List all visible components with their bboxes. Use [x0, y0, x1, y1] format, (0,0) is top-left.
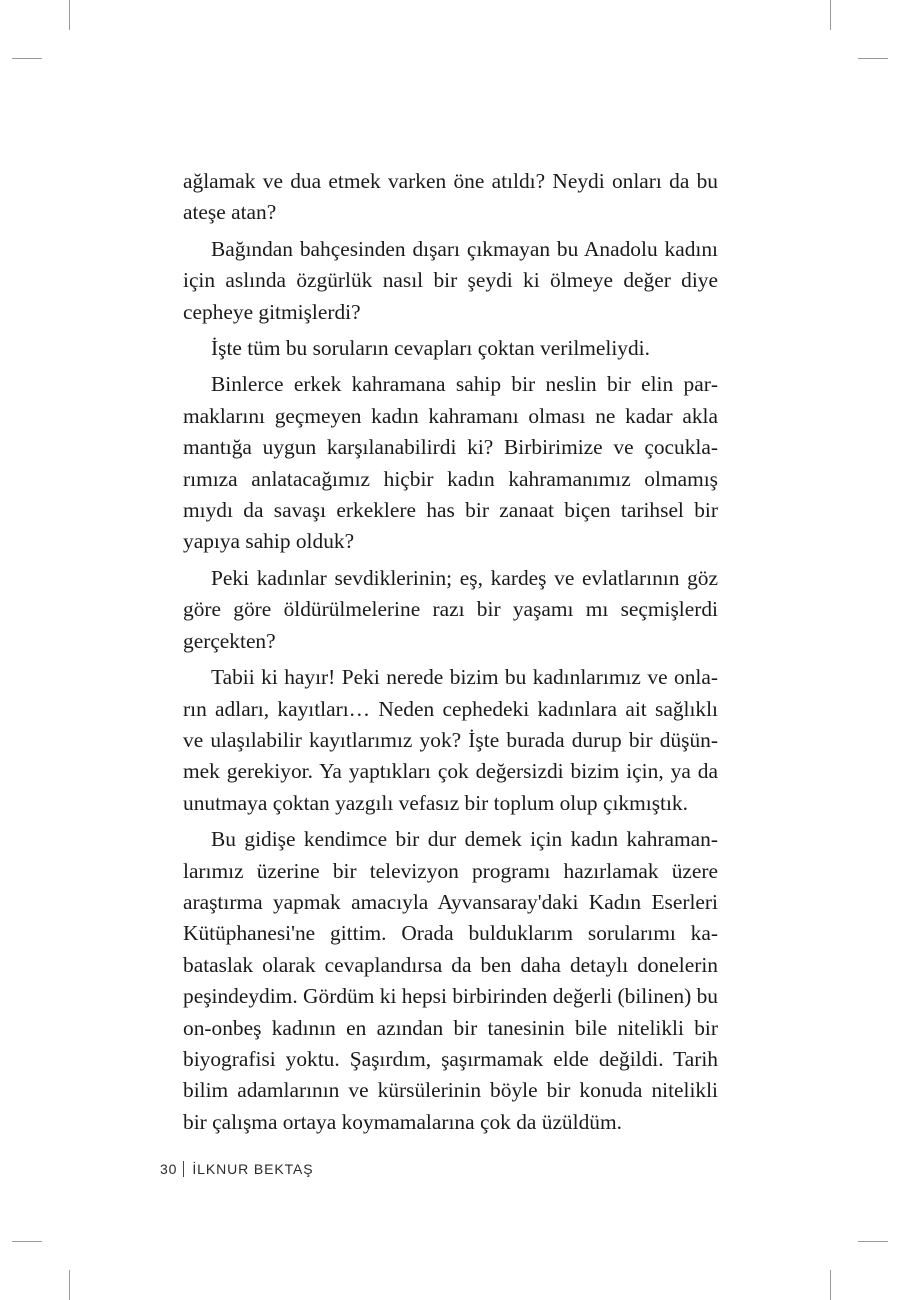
- crop-mark-bottom-left-vertical: [69, 1270, 70, 1300]
- crop-mark-bottom-left-horizontal: [12, 1241, 42, 1242]
- page-footer: [160, 1161, 314, 1177]
- paragraph: Bağından bahçesinden dışarı çıkmayan bu Anadolu kadını için aslında özgürlük nasıl bir şeydi ki ölmeye değer diye cepheye gitmişlerdi?: [183, 236, 718, 324]
- crop-mark-top-right-horizontal: [858, 58, 888, 59]
- page-number: 30: [160, 1161, 178, 1177]
- crop-mark-top-left-vertical: [69, 0, 70, 30]
- running-author: İLKNUR BEKTAŞ: [192, 1161, 314, 1177]
- body-text: [183, 166, 718, 1143]
- crop-mark-top-right-vertical: [830, 0, 831, 30]
- paragraph: ağlamak ve dua etmek varken öne atıldı? Neydi onları da bu ateşe atan?: [183, 169, 718, 225]
- paragraph: Bu gidişe kendimce bir dur demek için kadın kahramanlarımız üzerine bir televizyon programı hazırlamak üzere araştırma yapmak amacıyla Ayvansaray'daki Kadın Eserleri Kütüphanesi'ne gittim. Orada bulduklarım sorularımı kabataslak olarak cevaplandırsa da ben daha detaylı donelerin peşindeydim. Gördüm ki hepsi birbirinden değerli (bilinen) bu on-onbeş kadının en azından bir tanesinin bile nitelikli bir biyografisi yoktu. Şaşırdım, şaşırmamak elde değildi. Tarih bilim adamlarının ve kürsülerinin böyle bir konuda nitelikli bir çalışma ortaya koymamalarına çok da üzüldüm.: [183, 827, 718, 1134]
- paragraph: Peki kadınlar sevdiklerinin; eş, kardeş ve evlatlarının göz göre göre öldürülmelerine razı bir yaşamı mı seçmişlerdi gerçekten?: [183, 565, 718, 653]
- crop-mark-bottom-right-horizontal: [858, 1241, 888, 1242]
- paragraph: İşte tüm bu soruların cevapları çoktan verilmeliydi.: [211, 336, 650, 361]
- footer-separator: [183, 1161, 184, 1177]
- crop-mark-top-left-horizontal: [12, 58, 42, 59]
- paragraph: Tabii ki hayır! Peki nerede bizim bu kadınlarımız ve onların adları, kayıtları… Neden cephedeki kadınlara ait sağlıklı ve ulaşılabilir kayıtlarımız yok? İşte burada durup bir düşünmek gerekiyor. Ya yaptıkları çok değersizdi bizim için, ya da unutmaya çoktan yazgılı vefasız bir toplum olup çıkmıştık.: [183, 665, 718, 815]
- crop-mark-bottom-right-vertical: [830, 1270, 831, 1300]
- paragraph: Binlerce erkek kahramana sahip bir neslin bir elin parmaklarını geçmeyen kadın kahramanı olması ne kadar akla mantığa uygun karşılanabilirdi ki? Birbirimize ve çocuklarımıza anlatacağımız hiçbir kadın kahramanımız olmamış mıydı da savaşı erkeklere has bir zanaat biçen tarihsel bir yapıya sahip olduk?: [183, 372, 718, 554]
